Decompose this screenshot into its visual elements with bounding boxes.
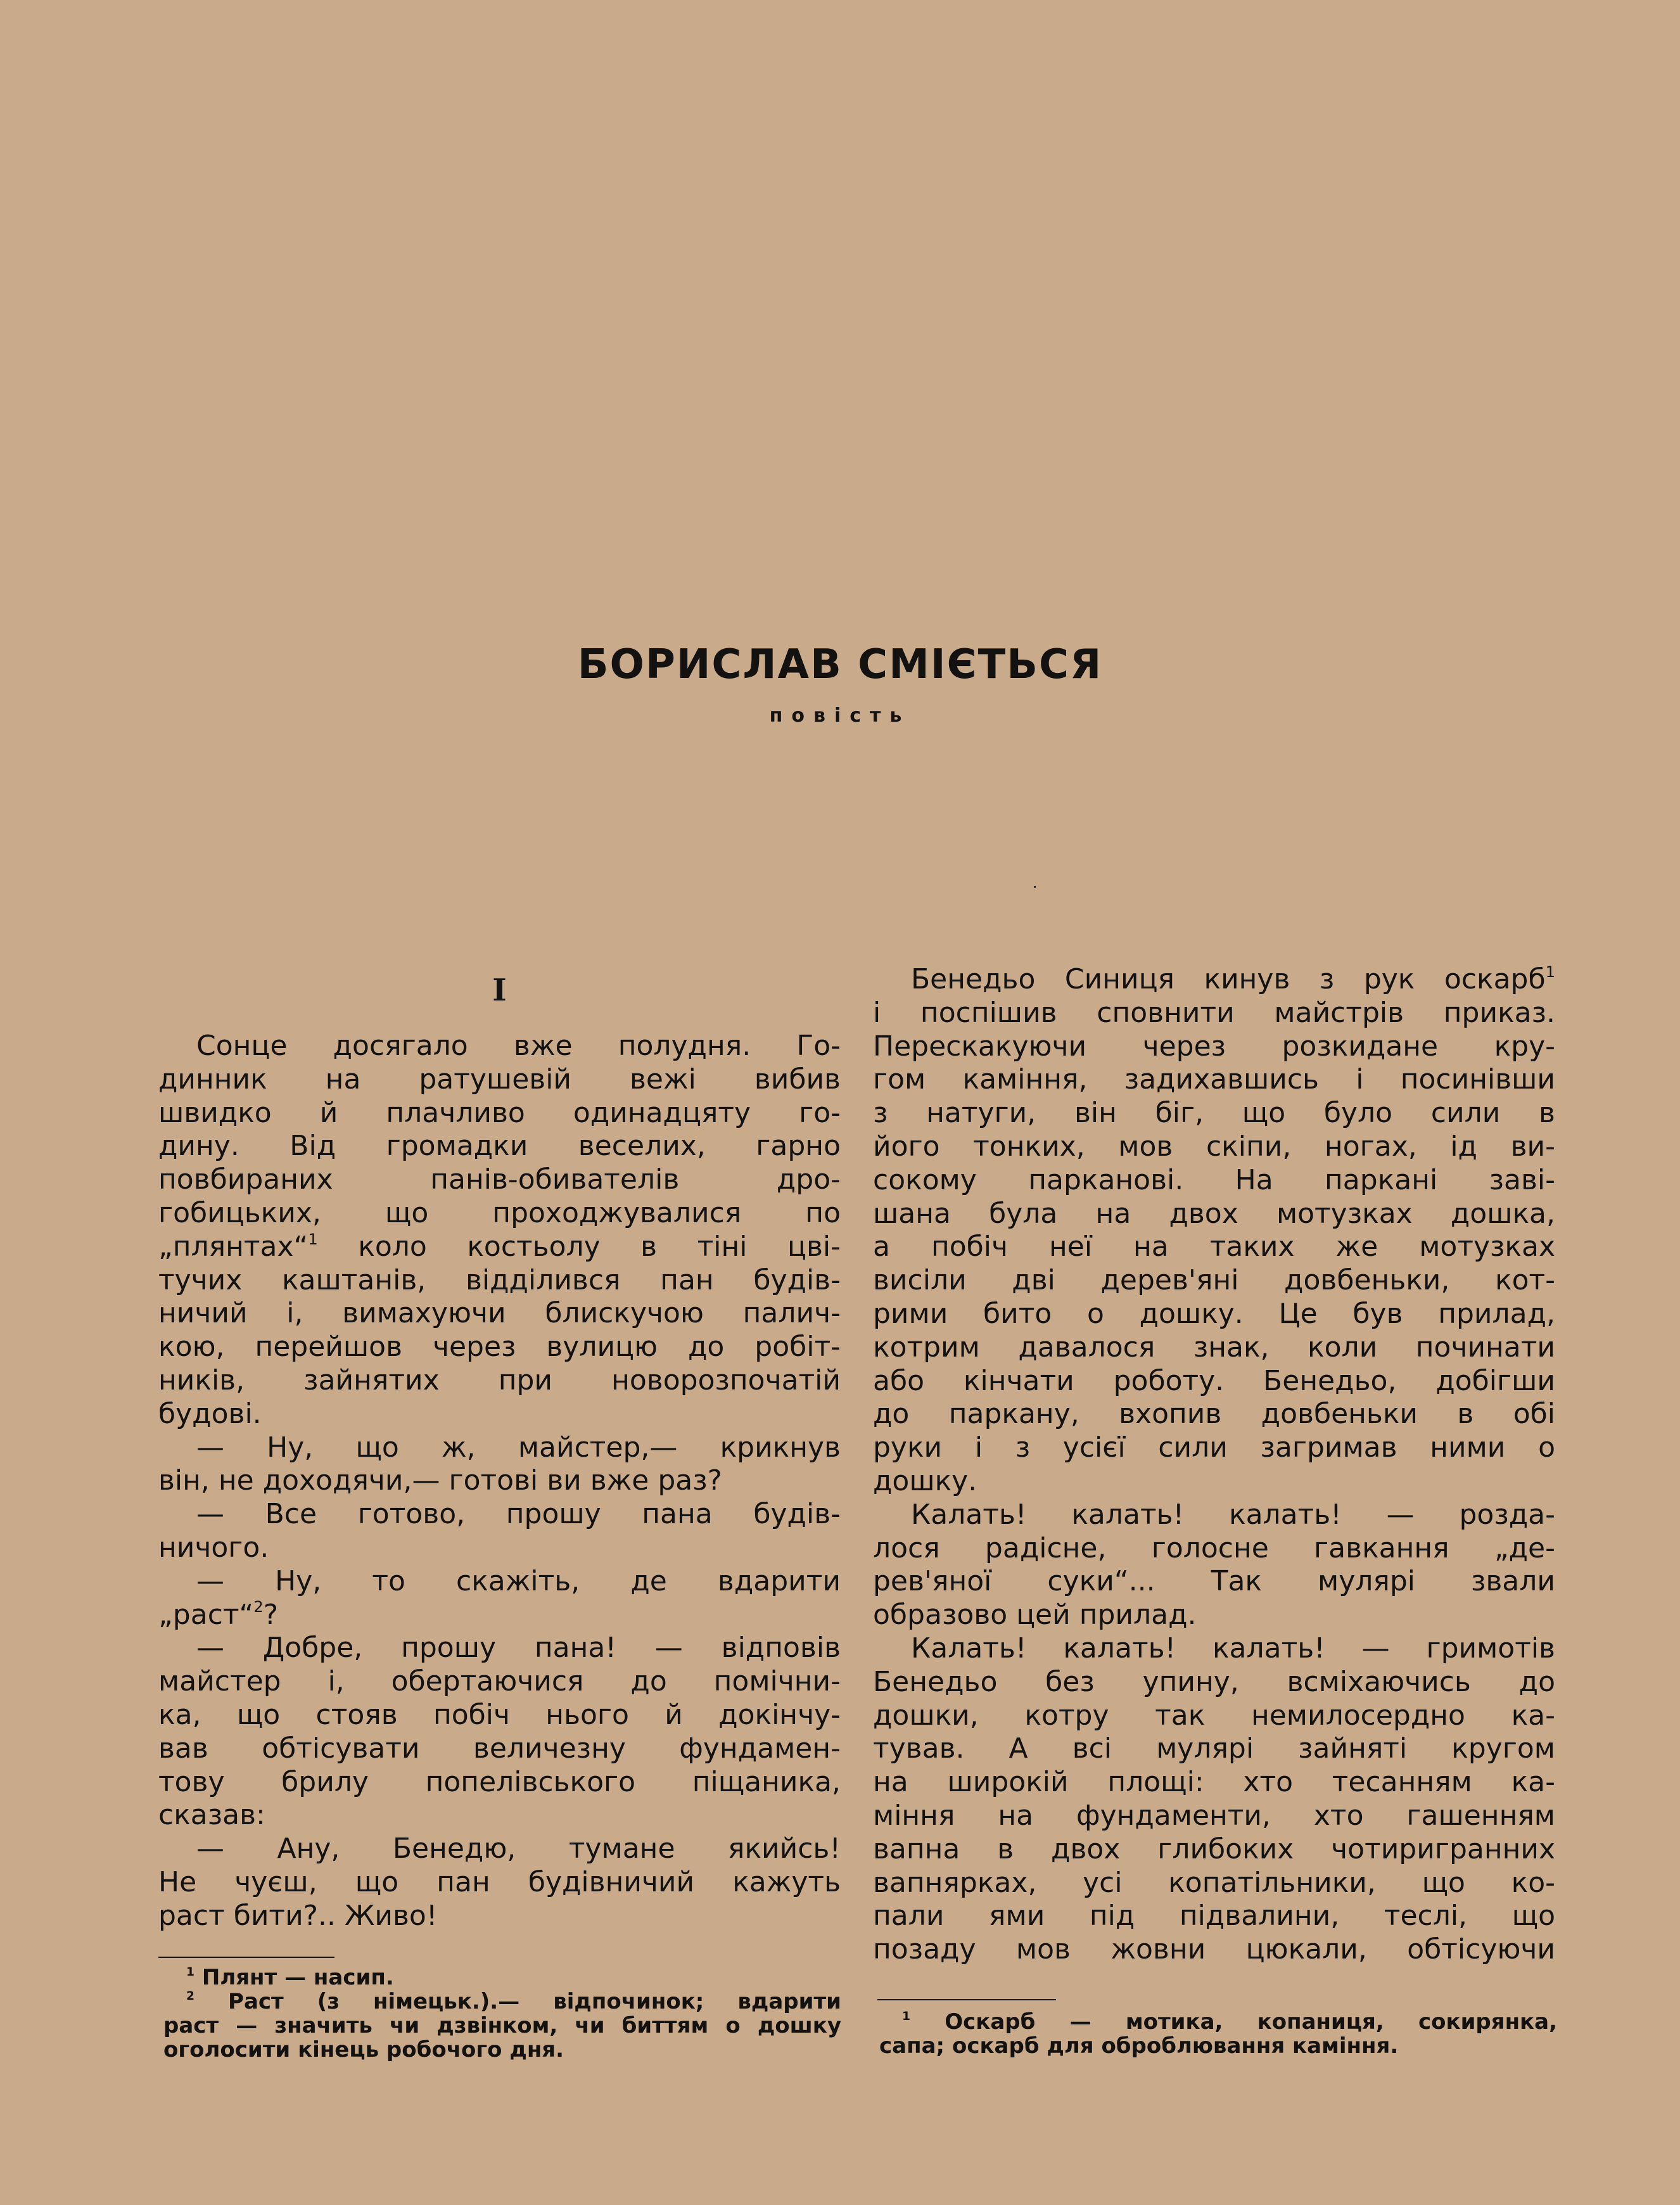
text-line: або кінчати роботу. Бенедьо, добігши [873,1364,1555,1397]
text-line: вапна в двох глибоких чотиригранних [873,1832,1555,1865]
text-line: — Ну, що ж, майстер,— крикнув [196,1431,841,1464]
text-line: дошки, котру так немилосердно ка- [873,1699,1555,1732]
text-line: тував. А всі мулярі зайняті кругом [873,1732,1555,1765]
text-line: шана була на двох мотузках дошка, [873,1197,1555,1230]
text-line: вав обтісувати величезну фундамен- [158,1732,841,1765]
footnote-text: Раст (з німецьк.).— відпочинок; вдарити [228,1989,841,2014]
footnote-ref: 1 [308,1230,318,1248]
text-line: руки і з усієї сили загримав ними о [873,1431,1555,1464]
footnotes-right [879,2010,1557,2058]
text-line: будові. [158,1397,262,1430]
text-line: — Ну, то скажіть, де вдарити [196,1564,841,1597]
footnote [163,1965,841,1990]
text-line: Не чуєш, що пан будівничий кажуть [158,1865,841,1898]
footnote [163,1990,841,2014]
text-line: дошку. [873,1464,977,1497]
text-line: рев'яної суки“... Так мулярі звали [873,1565,1555,1598]
footnote-number: 1 [186,1965,195,1979]
text-line: гобицьких, що проходжувалися по [158,1196,841,1229]
text-line: Калать! калать! калать! — гримотів [911,1632,1555,1665]
text-line: — Ану, Бенедю, тумане якийсь! [196,1832,841,1865]
footnote-ref: 2 [253,1598,264,1616]
chapter-number: І [492,973,507,1008]
text-line: Бенедьо без упину, всміхаючись до [873,1665,1555,1698]
text-fragment: „плянтах“$^1$ коло костьолу в тіні цві- [158,1230,841,1263]
right-column [873,963,1555,1967]
text-line-with-note [158,1230,841,1264]
text-line: а побіч неї на таких же мотузках [873,1230,1555,1263]
text-line-with-note [873,963,1555,997]
footnote-text: Плянт — насип. [201,1965,394,1990]
text-fragment: „раст“$^2$? [158,1598,279,1631]
left-column [158,963,841,1933]
text-line: Перескакуючи через розкидане кру- [873,1030,1555,1063]
text-line: пали ями під підвалини, теслі, що [873,1900,1555,1933]
text-line: Калать! калать! калать! — розда- [911,1498,1555,1531]
text-line: лося радісне, голосне гавкання „де- [873,1531,1555,1564]
text-line: висіли дві дерев'яні довбеньки, кот- [873,1264,1555,1297]
text-line: з натуги, він біг, що було сили в [873,1097,1555,1130]
footnote-number: 2 [186,1989,195,2003]
text-line: ничого. [158,1531,269,1564]
text-line: майстер і, обертаючися до помічни- [158,1665,841,1698]
text-line: позаду мов жовни цюкали, обтісуючи [873,1933,1555,1966]
footnote-text: Оскарб — мотика, копаниця, сокирянка, [945,2009,1557,2035]
footnotes-left [163,1965,841,2062]
text-line: кою, перейшов через вулицю до робіт- [158,1331,841,1364]
text-line: сказав: [158,1799,265,1832]
text-line: тучих каштанів, відділився пан будів- [158,1263,841,1296]
text-line: раст бити?.. Живо! [158,1899,438,1932]
text-line: — Все готово, прошу пана будів- [196,1498,841,1531]
page-subtitle: повість [769,705,911,727]
footnote-line: раст — значить чи дзвінком, чи биттям о дошку [163,2013,841,2038]
text-line: міння на фундаменти, хто гашенням [873,1799,1555,1832]
footnote [879,2010,1557,2034]
text-line: повбираних панів-обивателів дро- [158,1163,841,1196]
text-line: до паркану, вхопив довбеньки в обі [873,1398,1555,1431]
footnote-line: сапа; оскарб для оброблювання каміння. [879,2033,1399,2059]
text-line: котрим давалося знак, коли починати [873,1331,1555,1364]
text-line: вапнярках, усі копатільники, що ко- [873,1866,1555,1899]
text-line: він, не доходячи,— готові ви вже раз? [158,1464,722,1497]
text-line: динник на ратушевій вежі вибив [158,1063,841,1096]
text-line-with-note [158,1599,841,1632]
text-line: ка, що стояв побіч нього й докінчу- [158,1698,841,1731]
text-line: і поспішив сповнити майстрів приказ. [873,996,1555,1029]
text-line: Сонце досягало вже полудня. Го- [196,1030,841,1062]
footnote-rule [158,1957,334,1958]
page-title: БОРИСЛАВ СМІЄТЬСЯ [577,641,1103,688]
text-line: ничий і, вимахуючи блискучою палич- [158,1297,841,1330]
footnote-number: 1 [902,2009,911,2023]
text-line: тову брилу попелівського піщаника, [158,1765,841,1798]
text-line: сокому парканові. На паркані заві- [873,1163,1555,1196]
text-line: ників, зайнятих при новорозпочатій [158,1364,841,1396]
text-line: рими бито о дошку. Це був прилад, [873,1297,1555,1330]
text-line: — Добре, прошу пана! — відповів [196,1632,841,1665]
footnote-line: оголосити кінець робочого дня. [163,2037,564,2062]
footnote-rule [877,1999,1056,2000]
text-line: швидко й плачливо одинадцяту го- [158,1096,841,1129]
text-line: образово цей прилад. [873,1599,1197,1632]
ink-speck [1034,886,1036,888]
text-line: дину. Від громадки веселих, гарно [158,1130,841,1163]
footnote-ref: 1 [1545,962,1555,981]
text-line: на широкій площі: хто тесанням ка- [873,1766,1555,1799]
text-line: його тонких, мов скіпи, ногах, ід ви- [873,1130,1555,1163]
text-fragment: Бенедьо Синиця кинув з рук оскарб$^1$ [911,962,1555,995]
text-line: гом каміння, задихавшись і посинівши [873,1063,1555,1096]
